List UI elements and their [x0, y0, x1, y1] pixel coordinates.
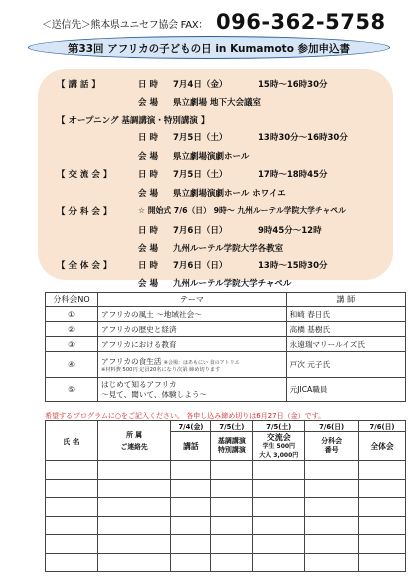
entry-affiliation-cell[interactable]	[97, 479, 171, 498]
reg-header-koryu-title: 交流会	[266, 432, 291, 442]
reg-header-affiliation-2: ご連絡先	[120, 442, 148, 451]
deadline-notice: 希望するプログラムに○をご記入ください。 各申し込み締め切りは6月27日（金）です。	[45, 412, 326, 420]
registration-table	[45, 420, 406, 572]
entry-koryu-cell[interactable]	[253, 461, 305, 480]
entry-name-cell[interactable]	[46, 479, 98, 498]
opening-date: 7月5日（土）	[173, 133, 228, 143]
opening-time: 13時30分～16時30分	[258, 133, 348, 143]
theme-cell	[98, 378, 287, 402]
entry-bunka-cell[interactable]	[305, 516, 359, 535]
entry-koen-cell[interactable]	[171, 553, 211, 572]
theme-title: アフリカにおける教育	[98, 337, 287, 352]
entry-kicho-cell[interactable]	[211, 553, 253, 572]
entry-koen-cell[interactable]	[171, 479, 211, 498]
reg-header-name: 氏 名	[46, 421, 98, 461]
reg-header-koryu	[253, 432, 305, 461]
reg-entry-row[interactable]	[46, 553, 406, 572]
entry-affiliation-cell[interactable]	[97, 535, 171, 554]
koen-label: 【 講 話 】	[57, 80, 100, 90]
reg-entry-row[interactable]	[46, 498, 406, 517]
entry-koryu-cell[interactable]	[253, 553, 305, 572]
bunka-date: 7月6日（日）	[173, 226, 228, 236]
entry-kicho-cell[interactable]	[211, 535, 253, 554]
theme-title: はじめて知るアフリカ	[101, 379, 177, 389]
entry-koen-cell[interactable]	[171, 535, 211, 554]
theme-no: ③	[46, 337, 98, 352]
entry-zentai-cell[interactable]	[359, 553, 406, 572]
reg-header-koen: 講話	[171, 432, 211, 461]
opening-venue: 県立劇場演劇ホール	[173, 152, 250, 162]
opening-venue-label: 会 場	[138, 152, 158, 162]
reg-date-4: 7/6(日)	[305, 421, 359, 432]
entry-zentai-cell[interactable]	[359, 535, 406, 554]
reg-entry-row[interactable]	[46, 479, 406, 498]
reg-header-koryu-student: 学生 500円	[262, 442, 296, 450]
entry-koryu-cell[interactable]	[253, 516, 305, 535]
entry-zentai-cell[interactable]	[359, 461, 406, 480]
theme-row	[46, 322, 406, 337]
entry-koen-cell[interactable]	[171, 498, 211, 517]
entry-koryu-cell[interactable]	[253, 535, 305, 554]
zentai-label: 【 全 体 会 】	[57, 261, 112, 271]
koryu-venue-label: 会 場	[138, 189, 158, 199]
theme-fee-note: ※材料費 500円 定員20名になり次第 締め切ります	[101, 366, 221, 373]
theme-row	[46, 378, 406, 402]
koryu-venue: 県立劇場演劇ホール ホワイエ	[173, 189, 286, 199]
theme-lecturer: 元JICA職員	[286, 378, 405, 402]
zentai-date-label: 日 時	[138, 261, 158, 271]
entry-affiliation-cell[interactable]	[97, 516, 171, 535]
entry-bunka-cell[interactable]	[305, 498, 359, 517]
bunka-venue-label: 会 場	[138, 244, 158, 254]
entry-bunka-cell[interactable]	[305, 479, 359, 498]
zentai-venue-label: 会 場	[138, 279, 158, 289]
zentai-time: 13時～15時30分	[258, 261, 328, 271]
reg-header-koryu-adult: 大人 3,000円	[259, 451, 299, 459]
theme-row	[46, 352, 406, 378]
theme-title: アフリカの風土 ～地域社会～	[98, 307, 287, 322]
reg-header-affiliation	[97, 421, 171, 461]
reg-header-kicho	[211, 432, 253, 461]
fax-number: 096-362-5758	[216, 10, 386, 34]
koen-venue: 県立劇場 地下大会議室	[173, 98, 261, 108]
entry-zentai-cell[interactable]	[359, 516, 406, 535]
form-title-banner	[28, 36, 390, 59]
bunka-date-label: 日 時	[138, 226, 158, 236]
theme-lecturer: 高橋 基樹氏	[286, 322, 405, 337]
koen-venue-label: 会 場	[138, 98, 158, 108]
koryu-date-label: 日 時	[138, 170, 158, 180]
reg-header-kicho-1: 基調講演	[217, 437, 246, 445]
theme-lecturer: 戸次 元子氏	[286, 352, 405, 378]
reg-date-2: 7/5(土)	[211, 421, 253, 432]
theme-title: アフリカの食生活	[101, 356, 162, 366]
koryu-label: 【 交 流 会 】	[57, 170, 112, 180]
theme-cell	[98, 352, 287, 378]
reg-entry-row[interactable]	[46, 516, 406, 535]
zentai-venue: 九州ルーテル学院大学チャペル	[173, 279, 292, 289]
header-lecturer: 講 師	[286, 293, 405, 307]
reg-entry-row[interactable]	[46, 535, 406, 554]
reg-header-bunka	[305, 432, 359, 461]
entry-affiliation-cell[interactable]	[97, 461, 171, 480]
theme-no: ④	[46, 352, 98, 378]
reg-header-affiliation-1: 所 属	[126, 430, 143, 439]
theme-subtitle: ～見て、聞いて、体験しよう～	[101, 389, 208, 399]
reg-date-row	[46, 421, 406, 432]
header-theme: テーマ	[98, 293, 287, 307]
entry-zentai-cell[interactable]	[359, 498, 406, 517]
header-no: 分科会NO	[46, 293, 98, 307]
opening-date-label: 日 時	[138, 133, 158, 143]
reg-entry-row[interactable]	[46, 461, 406, 480]
entry-bunka-cell[interactable]	[305, 461, 359, 480]
reg-date-3: 7/5(土)	[253, 421, 305, 432]
reg-date-1: 7/4(金)	[171, 421, 211, 432]
themes-table	[45, 292, 406, 402]
zentai-date: 7月6日（日）	[173, 261, 228, 271]
entry-koryu-cell[interactable]	[253, 479, 305, 498]
koen-date: 7月4日（金）	[173, 80, 228, 90]
schedule-box	[38, 69, 393, 289]
entry-name-cell[interactable]	[46, 498, 98, 517]
entry-kicho-cell[interactable]	[211, 498, 253, 517]
bunka-venue: 九州ルーテル学院大学各教室	[173, 244, 284, 254]
entry-kicho-cell[interactable]	[211, 479, 253, 498]
bunka-opening: ☆ 開始式 7/6（日） 9時～ 九州ルーテル学院大学チャペル	[138, 206, 346, 215]
fax-header	[42, 10, 402, 34]
koryu-time: 17時～18時45分	[258, 170, 328, 180]
entry-name-cell[interactable]	[46, 553, 98, 572]
bunka-time: 9時45分～12時	[258, 226, 322, 236]
opening-label: 【 オープニング 基調講演・特別講演 】	[57, 116, 210, 126]
bunka-label: 【 分 科 会 】	[57, 207, 112, 217]
entry-name-cell[interactable]	[46, 461, 98, 480]
entry-koen-cell[interactable]	[171, 516, 211, 535]
entry-affiliation-cell[interactable]	[97, 553, 171, 572]
theme-lecturer: 永遠瑞マリールイズ氏	[286, 337, 405, 352]
koen-time: 15時～16時30分	[258, 80, 328, 90]
theme-no: ⑤	[46, 378, 98, 402]
entry-kicho-cell[interactable]	[211, 516, 253, 535]
theme-lecturer: 和崎 春日氏	[286, 307, 405, 322]
reg-date-5: 7/6(日)	[359, 421, 406, 432]
reg-header-bunka-2: 番号	[324, 446, 339, 454]
reg-header-bunka-1: 分科会	[321, 437, 343, 445]
reg-header-zentai: 全体会	[359, 432, 406, 461]
theme-no: ②	[46, 322, 98, 337]
entry-koryu-cell[interactable]	[253, 498, 305, 517]
entry-bunka-cell[interactable]	[305, 553, 359, 572]
theme-row	[46, 307, 406, 322]
theme-no: ①	[46, 307, 98, 322]
theme-title: アフリカの歴史と経済	[98, 322, 287, 337]
theme-row	[46, 337, 406, 352]
entry-kicho-cell[interactable]	[211, 461, 253, 480]
entry-koen-cell[interactable]	[171, 461, 211, 480]
reg-header-kicho-2: 特別講演	[217, 446, 246, 454]
fax-label: ＜送信先＞熊本県ユニセフ協会 FAX：	[42, 20, 209, 31]
entry-name-cell[interactable]	[46, 535, 98, 554]
koen-date-label: 日 時	[138, 80, 158, 90]
form-title: 第33回 アフリカの子どもの日 in Kumamoto 参加申込書	[67, 43, 351, 55]
entry-zentai-cell[interactable]	[359, 479, 406, 498]
koryu-date: 7月5日（土）	[173, 170, 228, 180]
theme-venue-note: ※会場：はあもにい 食のアトリエ	[163, 359, 240, 366]
entry-bunka-cell[interactable]	[305, 535, 359, 554]
themes-header-row	[46, 293, 406, 307]
entry-affiliation-cell[interactable]	[97, 498, 171, 517]
entry-name-cell[interactable]	[46, 516, 98, 535]
